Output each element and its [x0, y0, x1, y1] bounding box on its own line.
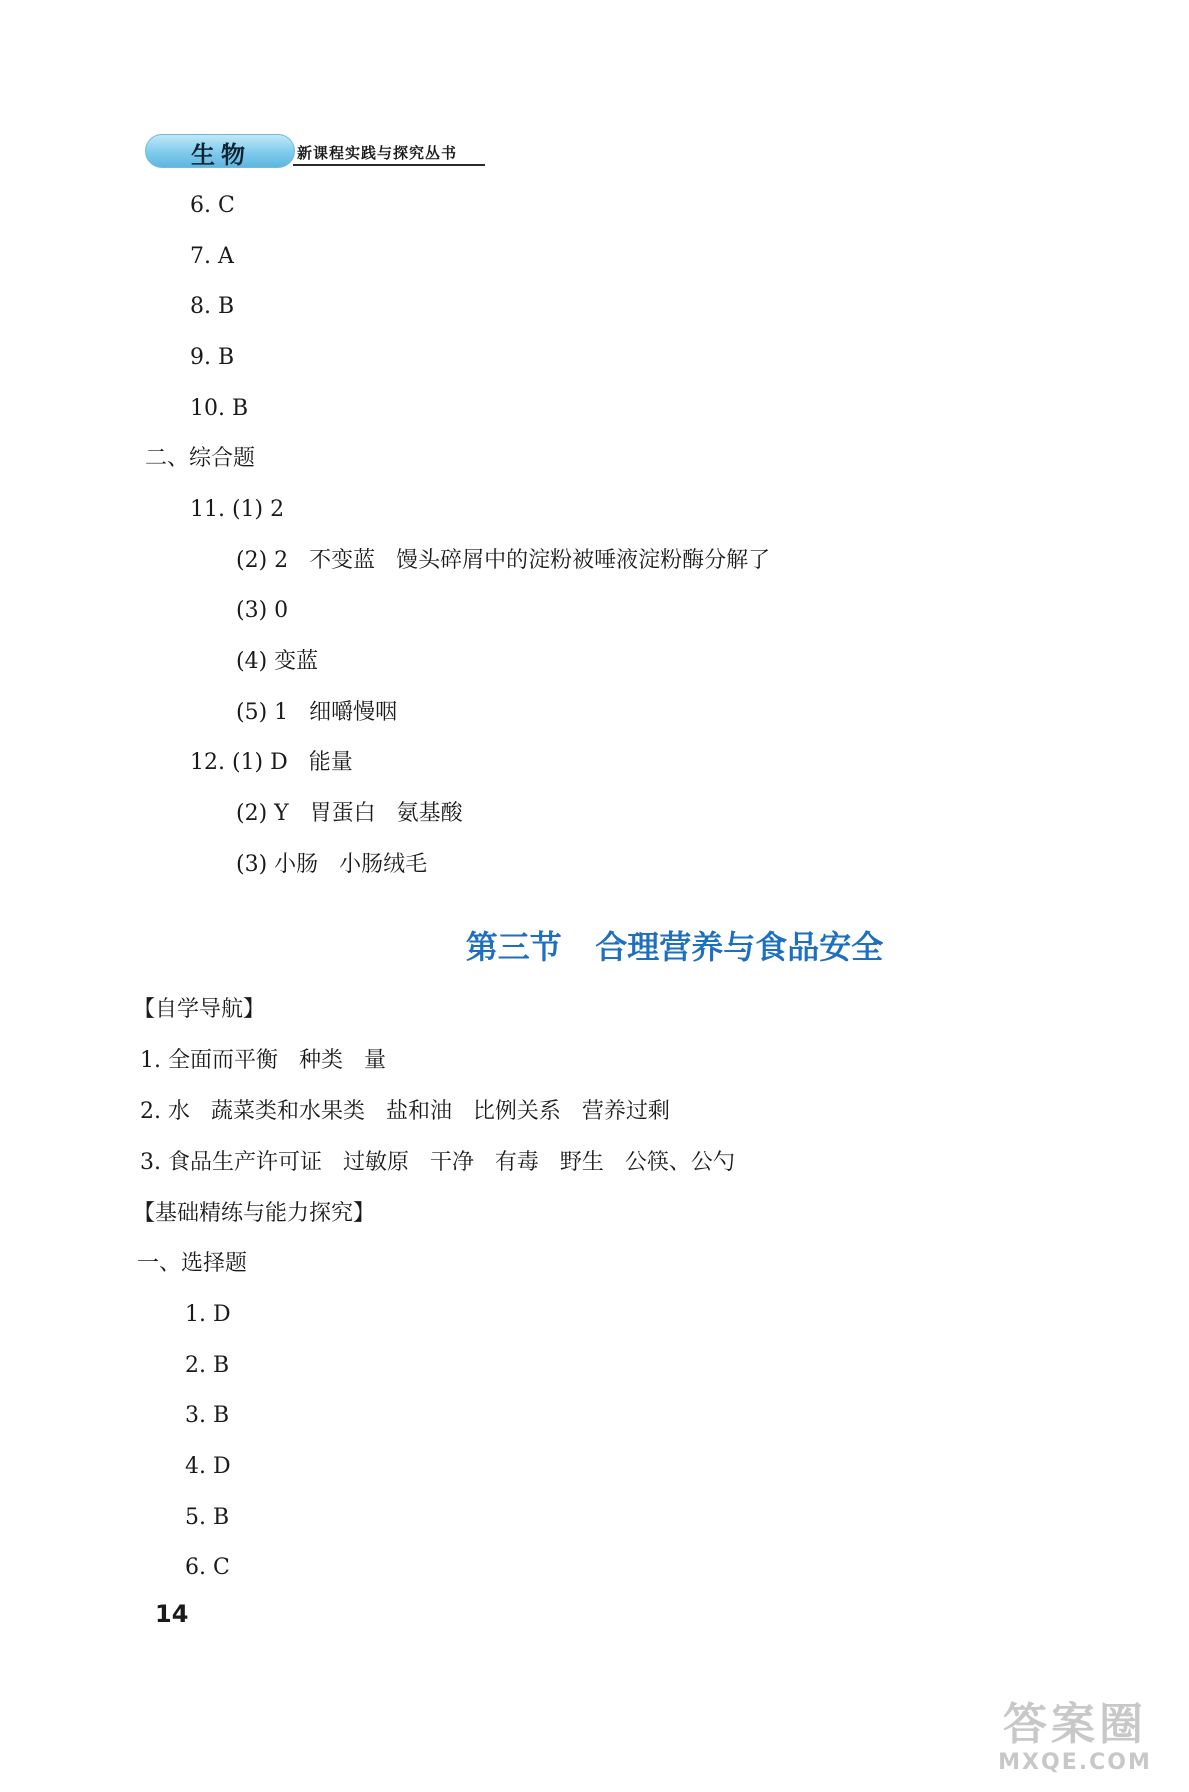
answer-line: (2) Y 胃蛋白 氨基酸 — [236, 801, 463, 826]
answer-line: 6. C — [190, 193, 235, 218]
watermark-url: MXQE.COM — [998, 1750, 1152, 1775]
page-number: 14 — [155, 1600, 189, 1628]
answer-line: 8. B — [190, 294, 235, 319]
header-divider — [293, 164, 485, 166]
section-heading: 【基础精练与能力探究】 — [133, 1201, 376, 1226]
chapter-section-title: 第三节 合理营养与食品安全 — [465, 928, 884, 966]
answer-line: 2. B — [185, 1353, 230, 1378]
answer-line: (3) 小肠 小肠绒毛 — [236, 852, 428, 877]
answer-line: 1. D — [185, 1302, 231, 1327]
answer-line: 7. A — [190, 244, 234, 269]
answer-line: 12. (1) D 能量 — [190, 750, 353, 775]
answer-line: (2) 2 不变蓝 馒头碎屑中的淀粉被唾液淀粉酶分解了 — [236, 548, 771, 573]
section-heading: 一、选择题 — [137, 1251, 248, 1276]
section-heading: 二、综合题 — [145, 446, 256, 471]
answer-line: 6. C — [185, 1555, 230, 1580]
answer-line: (3) 0 — [236, 598, 289, 623]
watermark — [970, 1700, 1180, 1790]
answer-line: 5. B — [185, 1505, 230, 1530]
answer-line: 3. 食品生产许可证 过敏原 干净 有毒 野生 公筷、公勺 — [140, 1150, 735, 1175]
subject-label: 生物 — [191, 141, 251, 169]
answer-line: 3. B — [185, 1403, 230, 1428]
answer-line: 2. 水 蔬菜类和水果类 盐和油 比例关系 营养过剩 — [140, 1099, 670, 1124]
answer-line: (5) 1 细嚼慢咽 — [236, 700, 398, 725]
answer-line: 9. B — [190, 345, 235, 370]
book-header — [145, 132, 485, 170]
answer-line: 11. (1) 2 — [190, 497, 285, 522]
answer-line: 10. B — [190, 396, 249, 421]
answer-line: 1. 全面而平衡 种类 量 — [140, 1048, 386, 1073]
series-title: 新课程实践与探究丛书 — [297, 144, 458, 162]
watermark-logo-text: 答案圈 — [1003, 1699, 1147, 1750]
section-heading: 【自学导航】 — [133, 997, 266, 1022]
answer-line: 4. D — [185, 1454, 231, 1479]
answer-line: (4) 变蓝 — [236, 649, 319, 674]
